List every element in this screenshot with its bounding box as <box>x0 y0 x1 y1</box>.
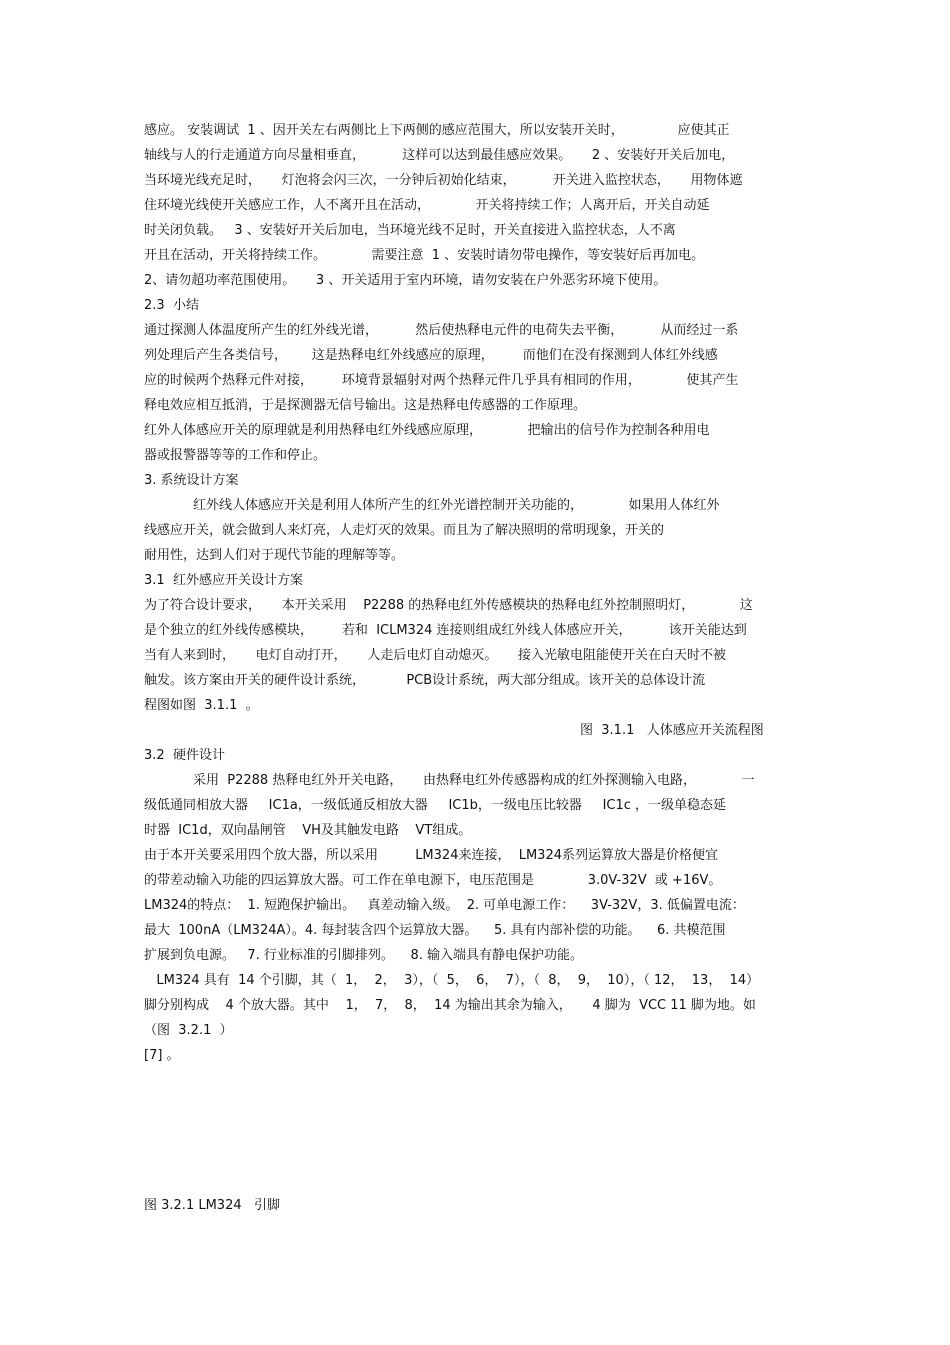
figure-caption: 图 3.2.1 LM324 引脚 <box>144 1198 281 1213</box>
text-line: 红外人体感应开关的原理就是利用热释电红外线感应原理， 把输出的信号作为控制各种用电 <box>144 423 710 438</box>
text-line: 的带差动输入功能的四运算放大器。可工作在单电源下，电压范围是 3.0V-32V 或 +16V。 <box>144 873 722 888</box>
text-line: 触发。该方案由开关的硬件设计系统， PCB设计系统，两大部分组成。该开关的总体设计流 <box>144 673 706 688</box>
text-line: LM324的特点： 1. 短跑保护输出。 真差动输入级。 2. 可单电源工作： 3V-32V，3. 低偏置电流： <box>144 898 745 913</box>
text-line: 开且在活动，开关将持续工作。 需要注意 1 、安装时请勿带电操作，等安装好后再加电。 <box>144 248 705 263</box>
text-line: 释电效应相互抵消，于是探测器无信号输出。这是热释电传感器的工作原理。 <box>144 398 587 413</box>
figure-caption: 图 3.1.1 人体感应开关流程图 <box>580 723 764 738</box>
text-line: 住环境光线使开关感应工作，人不离开且在活动， 开关将持续工作；人离开后，开关自动延 <box>144 198 710 213</box>
section-heading: 3.1 红外感应开关设计方案 <box>144 573 303 588</box>
section-heading: 3. 系统设计方案 <box>144 473 239 488</box>
text-line: 器或报警器等等的工作和停止。 <box>144 448 327 463</box>
text-line: LM324 具有 14 个引脚，其（ 1， 2， 3），（ 5， 6， 7），（ 8， 9， 10），（ 12， 13， 14） <box>144 973 760 988</box>
text-line: 列处理后产生各类信号， 这是热释电红外线感应的原理， 而他们在没有探测到人体红外线感 <box>144 348 718 363</box>
text-line: 通过探测人体温度所产生的红外线光谱， 然后使热释电元件的电荷失去平衡， 从而经过一系 <box>144 323 739 338</box>
text-line: 当有人来到时， 电灯自动打开， 人走后电灯自动熄灭。 接入光敏电阻能使开关在白天时不被 <box>144 648 726 663</box>
text-line: 采用 P2288 热释电红外开关电路， 由热释电红外传感器构成的红外探测输入电路， 一 <box>193 773 755 788</box>
text-line: 时器 IC1d，双向晶闸管 VH及其触发电路 VT组成。 <box>144 823 472 838</box>
text-line: （图 3.2.1 ） <box>144 1023 233 1038</box>
text-line: 红外线人体感应开关是利用人体所产生的红外光谱控制开关功能的， 如果用人体红外 <box>193 498 720 513</box>
text-line: 感应。 安装调试 1 、因开关左右两侧比上下两侧的感应范围大，所以安装开关时， 应使其正 <box>144 123 730 138</box>
text-line: 时关闭负载。 3 、安装好开关后加电，当环境光线不足时，开关直接进入监控状态，人不离 <box>144 223 676 238</box>
section-heading: 2.3 小结 <box>144 298 199 313</box>
text-line: 2、请勿超功率范围使用。 3 、开关适用于室内环境，请勿安装在户外恶劣环境下使用。 <box>144 273 667 288</box>
text-line: 由于本开关要采用四个放大器，所以采用 LM324来连接， LM324系列运算放大器是价格便宜 <box>144 848 718 863</box>
text-line: 应的时候两个热释元件对接， 环境背景辐射对两个热释元件几乎具有相同的作用， 使其产生 <box>144 373 739 388</box>
text-line: 为了符合设计要求， 本开关采用 P2288 的热释电红外传感模块的热释电红外控制照明灯， 这 <box>144 598 753 613</box>
reference-marker: [7] 。 <box>144 1048 180 1063</box>
section-heading: 3.2 硬件设计 <box>144 748 225 763</box>
text-line: 轴线与人的行走通道方向尽量相垂直， 这样可以达到最佳感应效果。 2 、安装好开关后加电， <box>144 148 735 163</box>
text-line: 线感应开关，就会做到人来灯亮，人走灯灭的效果。而且为了解决照明的常明现象，开关的 <box>144 523 665 538</box>
text-line: 是个独立的红外线传感模块， 若和 ICLM324 连接则组成红外线人体感应开关， 该开关能达到 <box>144 623 747 638</box>
text-line: 级低通同相放大器 IC1a，一级低通反相放大器 IC1b，一级电压比较器 IC1c ，一级单稳态延 <box>144 798 727 813</box>
text-line: 扩展到负电源。 7. 行业标准的引脚排列。 8. 输入端具有静电保护功能。 <box>144 948 583 963</box>
text-line: 当环境光线充足时， 灯泡将会闪三次，一分钟后初始化结束， 开关进入监控状态， 用物体遮 <box>144 173 743 188</box>
text-line: 最大 100nA（LM324A）。4. 每封装含四个运算放大器。 5. 具有内部补偿的功能。 6. 共模范围 <box>144 923 726 938</box>
text-line: 程图如图 3.1.1 。 <box>144 698 259 713</box>
text-line: 脚分别构成 4 个放大器。其中 1， 7， 8， 14 为输出其余为输入， 4 脚为 VCC 11 脚为地。如 <box>144 998 756 1013</box>
text-line: 耐用性，达到人们对于现代节能的理解等等。 <box>144 548 405 563</box>
